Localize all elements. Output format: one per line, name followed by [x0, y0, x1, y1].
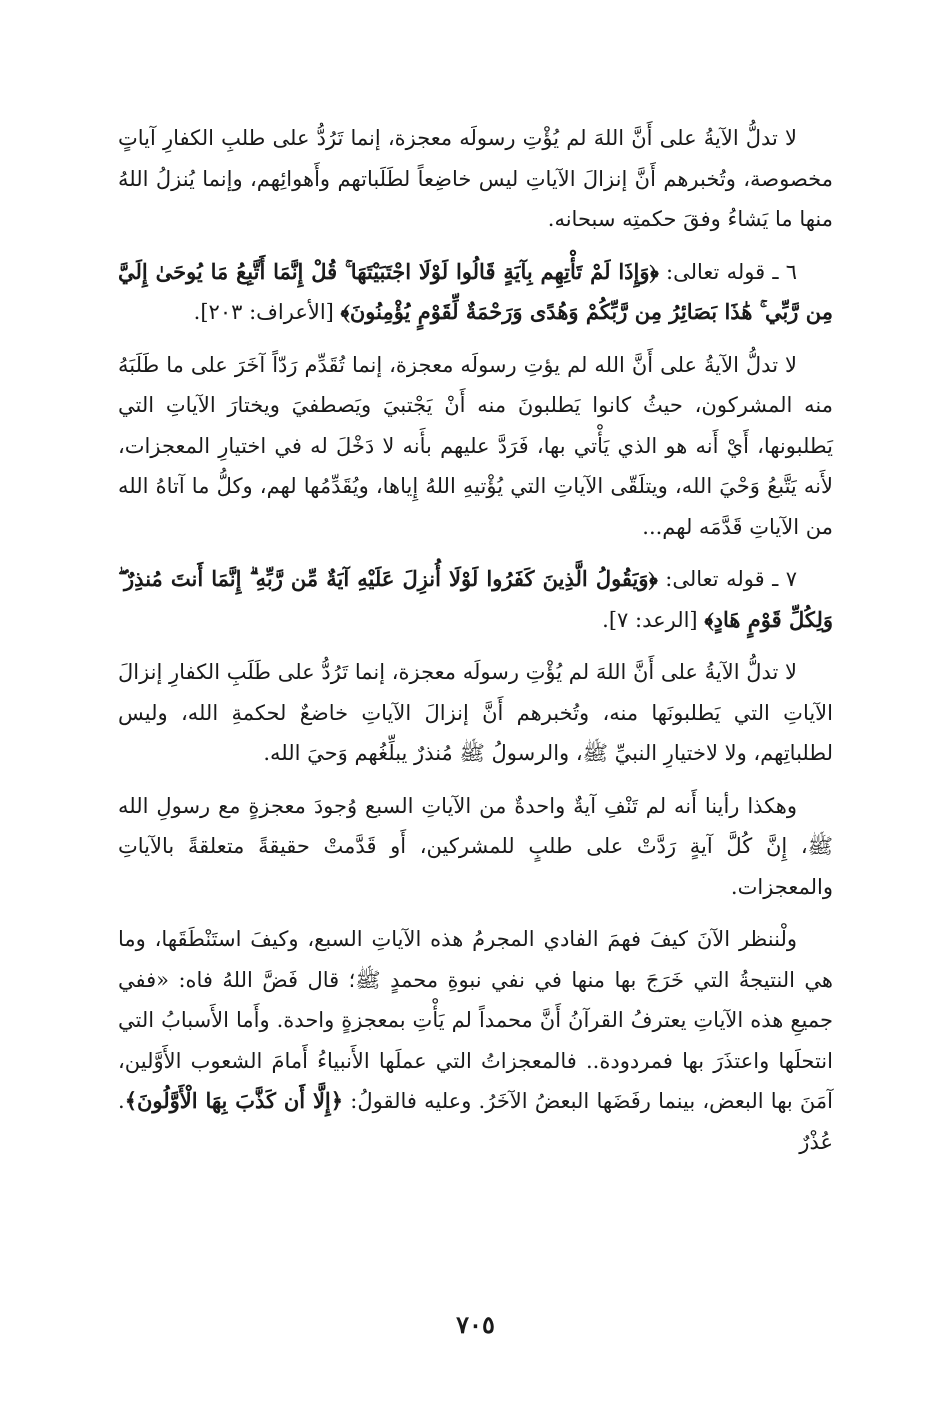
paragraph-text: وهكذا رأينا أَنه لم تَنْفِ آيةٌ واحدةٌ من الآياتِ السبع وُجودَ معجزةٍ مع رسولِ الله ﷺ، إِنَّ كُلَّ آيةٍ رَدَّتْ على طلبٍ للمشركين، أَو قَدَّمتْ حقيقةً متعلقةً بالآياتِ والمعجزات.	[118, 793, 833, 899]
verse-intro: ٧ ـ قوله تعالى:	[657, 567, 797, 591]
paragraph-2	[118, 252, 833, 333]
paragraph-4	[118, 559, 833, 640]
paragraph-text: لا تدلُّ الآيةُ على أَنَّ الله لم يؤتِ رسولَه معجزة، إنما تُقَدِّم رَدّاً آخَرَ على ما طَلَبَهُ منه المشركون، حيثُ كانوا يَطلبونَ منه أَنْ يَجْتبيَ ويَصطفيَ ويختارَ الآياتِ التي يَطلبونها، أَيْ أَنه هو الذي يَأْتي بها، فَرَدَّ عليهم بأَنه لا دَخْلَ له في اختيارِ المعجزات، لأَنه يَتَّبعُ وَحْيَ الله، ويتلَقّى الآياتِ التي يُؤْتيهِ اللهُ إِياها، ويُقَدِّمُها لهم، وكلُّ ما آتاهُ الله من الآياتِ قَدَّمَه لهم...	[118, 352, 833, 539]
body-text	[118, 118, 833, 1174]
verse-intro: ٦ ـ قوله تعالى:	[658, 259, 798, 284]
paragraph-tail: . عُذْرٌ	[118, 1089, 833, 1154]
quran-verse: ﴿إِلَّا أَن كَذَّبَ بِهَا الْأَوَّلُونَ﴾	[124, 1088, 344, 1113]
paragraph-text: لا تدلُّ الآيةُ على أَنَّ اللهَ لم يُؤْتِ رسولَه معجزة، إنما تَرُدُّ على طَلَبِ الكفارِ إنزالَ الآياتِ التي يَطلبونَها منه، وتُخبرهم أَنَّ إنزالَ الآياتِ خاضعٌ لحكمةِ الله، وليس لطلباتِهم، ولا لاختيارِ النبيِّ ﷺ، والرسولُ ﷺ مُنذرٌ يبلِّغُهم وَحيَ الله.	[118, 660, 833, 765]
paragraph-3	[118, 345, 833, 548]
paragraph-1	[118, 118, 833, 240]
quran-verse: ﴿وَيَقُولُ الَّذِينَ كَفَرُوا لَوْلَا أُنزِلَ عَلَيْهِ آيَةٌ مِّن رَّبِّهِ ۗ إِنَّمَا أَنتَ مُنذِرٌ ۖ وَلِكُلِّ قَوْمٍ هَادٍ﴾	[118, 566, 833, 632]
paragraph-7	[118, 919, 833, 1162]
page-number: ٧٠٥	[456, 1310, 495, 1339]
paragraph-5	[118, 652, 833, 774]
verse-reference: [الرعد: ٧].	[602, 607, 705, 632]
paragraph-text: ولْننظر الآنَ كيفَ فهمَ الفادي المجرمُ هذه الآياتِ السبع، وكيفَ استَنْطَقَها، وما هي النتيجةُ التي خَرَجَ بها منها في نفي نبوةِ محمدٍ ﷺ؛ قال فَضَّ اللهُ فاه: «ففي جميعِ هذه الآياتِ يعترفُ القرآنُ أَنَّ محمداً لم يَأْتِ بمعجزةٍ واحدة. وأَما الأَسبابُ التي انتحلَها واعتذَرَ بها فمردودة.. فالمعجزاتُ التي عملَها الأَنبياءُ أَمامَ الشعوب الأَوَّلين، آمَنَ بها البعض، بينما رفَضَها البعضُ الآخَرُ. وعليه فالقولُ:	[118, 927, 833, 1113]
quran-verse: ﴿وَإِذَا لَمْ تَأْتِهِم بِآيَةٍ قَالُوا لَوْلَا اجْتَبَيْتَهَا ۚ قُلْ إِنَّمَا أَتَّبِعُ مَا يُوحَىٰ إِلَيَّ مِن رَّبِّي ۚ هَٰذَا بَصَائِرُ مِن رَّبِّكُمْ وَهُدًى وَرَحْمَةٌ لِّقَوْمٍ يُؤْمِنُونَ﴾	[118, 258, 833, 324]
paragraph-6	[118, 786, 833, 908]
paragraph-text: لا تدلُّ الآيةُ على أَنَّ اللهَ لم يُؤْتِ رسولَه معجزة، إنما تَرُدُّ على طلبِ الكفارِ آياتٍ مخصوصة، وتُخبرهم أَنَّ إنزالَ الآياتِ ليس خاضِعاً لطَلَباتهم وأَهوائِهم، وإنما يُنزلُ اللهُ منها ما يَشاءُ وفقَ حكمتِه سبحانه.	[118, 126, 833, 231]
verse-reference: [الأعراف: ٢٠٣].	[193, 300, 341, 324]
